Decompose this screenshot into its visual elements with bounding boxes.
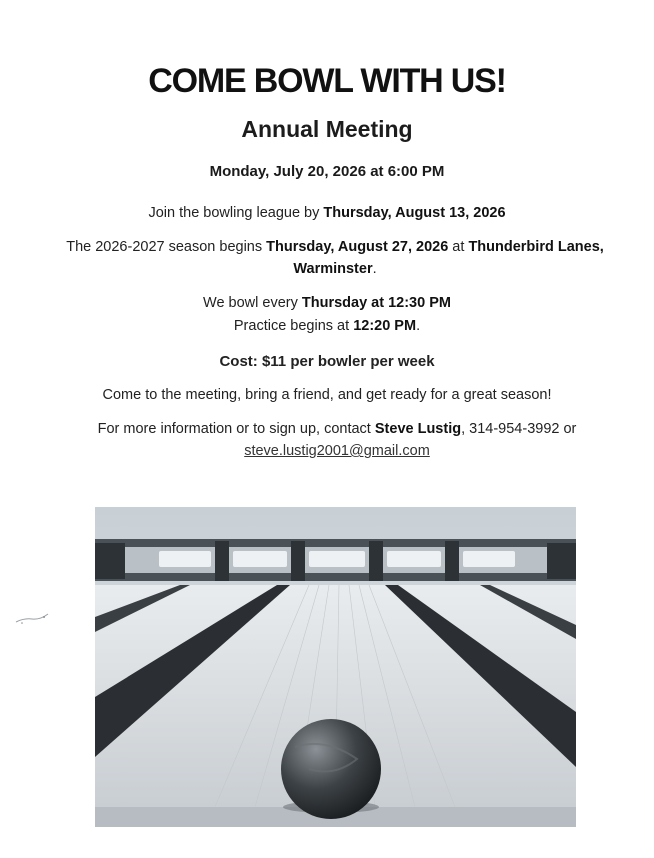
headline: COME BOWL WITH US!: [148, 62, 506, 100]
join-deadline: Thursday, August 13, 2026: [323, 205, 506, 221]
bowling-lane-illustration: [95, 507, 576, 827]
practice-suffix: .: [416, 318, 421, 334]
practice-prefix: Practice begins at: [233, 318, 354, 334]
contact-name: Steve Lustig: [374, 421, 462, 437]
meeting-datetime: Monday, July 20, 2026 at 6:00 PM: [209, 163, 445, 180]
subheadline: Annual Meeting: [241, 116, 413, 142]
contact-email-link[interactable]: steve.lustig2001@gmail.com: [244, 443, 430, 459]
bowling-ball: [281, 719, 381, 819]
join-prefix: Join the bowling league by: [148, 205, 324, 221]
scan-smudge: [14, 608, 54, 633]
schedule-time: Thursday at 12:30 PM: [301, 295, 451, 311]
season-start-date: Thursday, August 27, 2026: [266, 239, 449, 255]
contact-line: [50, 418, 624, 462]
contact-prefix: For more information or to sign up, contact: [97, 421, 375, 437]
season-suffix: .: [372, 261, 377, 277]
season-line: [40, 236, 630, 280]
season-prefix: The 2026-2027 season begins: [66, 239, 267, 255]
season-middle: at: [448, 239, 469, 255]
practice-time: 12:20 PM: [353, 318, 417, 334]
contact-phone: , 314-954-3992 or: [461, 421, 577, 437]
invite-line: Come to the meeting, bring a friend, and get ready for a great season!: [102, 387, 552, 403]
bowling-lane-photo: [95, 507, 576, 827]
season-venue: Thunderbird Lanes, Warminster: [293, 239, 604, 277]
schedule-prefix: We bowl every: [203, 295, 302, 311]
cost-line: Cost: $11 per bowler per week: [219, 353, 435, 370]
practice-line: [0, 315, 654, 337]
join-deadline-line: [0, 202, 654, 224]
schedule-line: [0, 292, 654, 314]
